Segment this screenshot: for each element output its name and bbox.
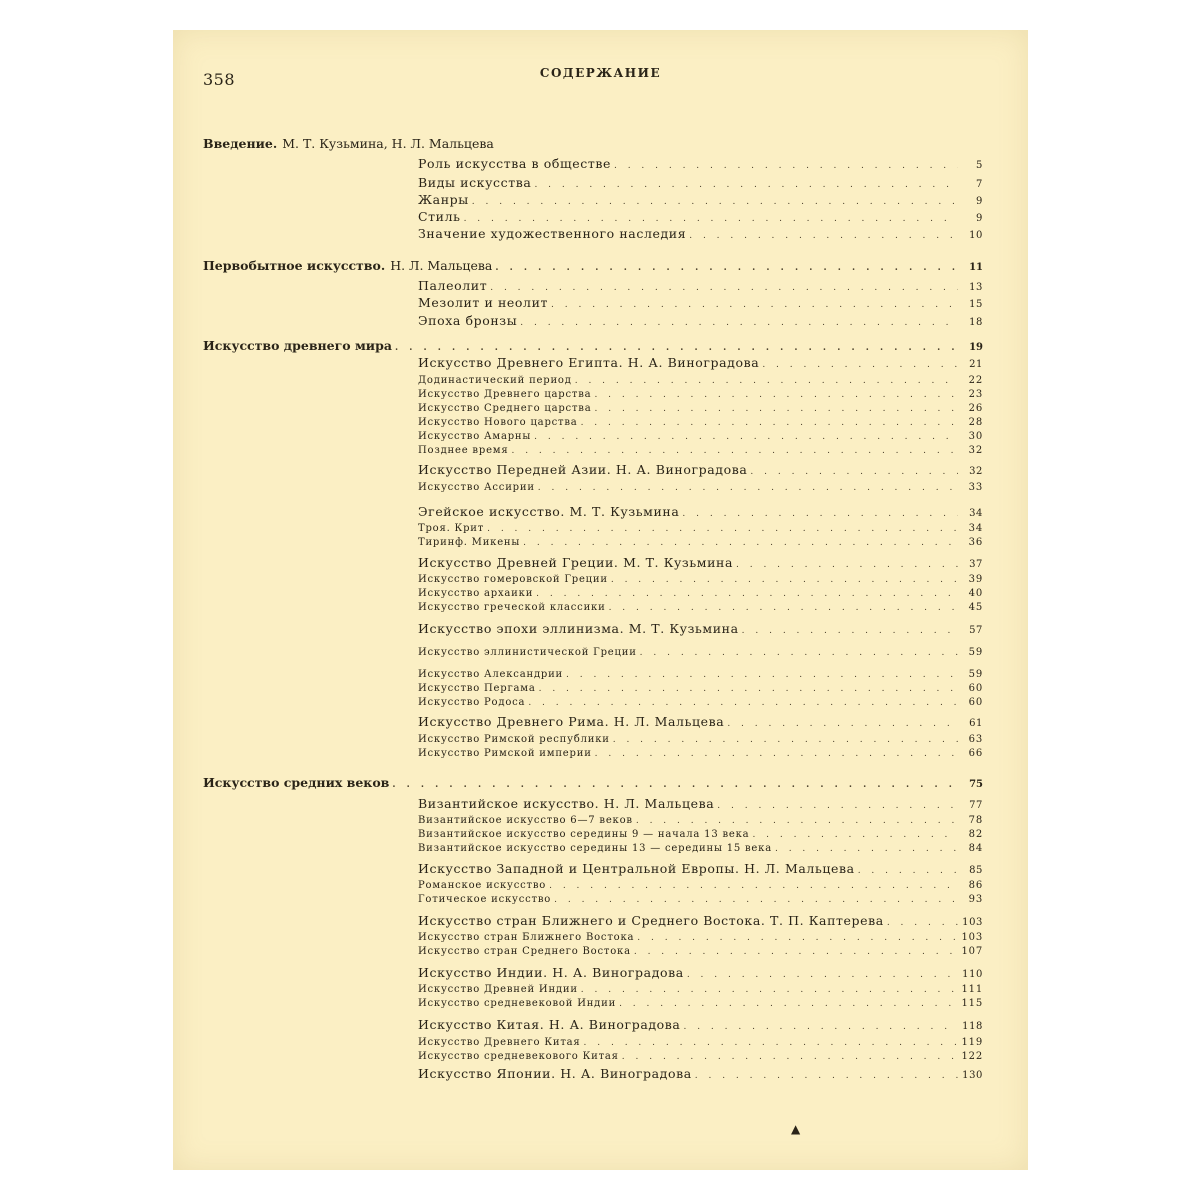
dot-leader xyxy=(614,162,958,171)
entry-title: Искусство Римской империи xyxy=(418,748,592,759)
entry-page-number: 15 xyxy=(969,299,983,310)
toc-entry xyxy=(418,844,983,854)
toc-entry xyxy=(418,1052,983,1062)
entry-page-number: 60 xyxy=(968,697,983,708)
entry-title: Искусство средневекового Китая xyxy=(418,1051,619,1062)
entry-page-number: 59 xyxy=(968,669,983,680)
entry-page-number: 93 xyxy=(968,894,983,905)
dot-leader xyxy=(472,198,958,207)
toc-entry xyxy=(418,194,983,207)
entry-title: Искусство Древнего Египта. Н. А. Виноградова xyxy=(418,355,760,370)
entry-page-number: 7 xyxy=(976,179,983,190)
entry-title: Византийское искусство середины 9 — начала 13 века xyxy=(418,829,750,840)
entry-page-number: 110 xyxy=(962,969,983,980)
entry-title: Византийское искусство. Н. Л. Мальцева xyxy=(418,796,715,811)
entry-title: Искусство Китая. Н. А. Виноградова xyxy=(418,1017,681,1032)
entry-page-number: 23 xyxy=(968,389,983,400)
entry-title: Тиринф. Микены xyxy=(418,537,521,548)
dot-leader xyxy=(534,433,958,442)
entry-title: Искусство эллинистической Греции xyxy=(418,647,637,658)
dot-leader xyxy=(717,802,958,811)
entry-title: Искусство Древнего царства xyxy=(418,389,592,400)
toc-entry xyxy=(418,404,983,414)
entry-title: Додинастический период xyxy=(418,375,572,386)
entry-title: Искусство стран Среднего Востока xyxy=(418,946,631,957)
dot-leader xyxy=(750,468,958,477)
entry-title: Искусство Нового царства xyxy=(418,417,578,428)
section-heading xyxy=(203,777,983,790)
toc-entry xyxy=(418,432,983,442)
section-heading xyxy=(203,260,983,273)
entry-page-number: 66 xyxy=(968,748,983,759)
entry-title: Византийское искусство 6—7 веков xyxy=(418,815,633,826)
entry-page-number: 39 xyxy=(968,574,983,585)
toc-chapter xyxy=(418,1019,983,1032)
book-page xyxy=(173,30,1028,1170)
entry-page-number: 107 xyxy=(961,946,983,957)
entry-title: Значение художественного наследия xyxy=(418,226,687,241)
dot-leader xyxy=(742,627,958,636)
dot-leader xyxy=(613,736,958,745)
dot-leader xyxy=(762,361,958,370)
toc-entry xyxy=(418,483,983,493)
toc-entry xyxy=(418,315,983,328)
toc-chapter xyxy=(418,623,983,636)
entry-title: Искусство эпохи эллинизма. М. Т. Кузьмина xyxy=(418,621,739,636)
toc-entry xyxy=(418,376,983,386)
entry-page-number: 61 xyxy=(969,718,983,729)
dot-leader xyxy=(727,720,958,729)
entry-page-number: 103 xyxy=(961,932,983,943)
toc-entry xyxy=(418,830,983,840)
toc-entry xyxy=(418,390,983,400)
toc-entry xyxy=(418,749,983,759)
dot-leader xyxy=(682,510,958,519)
entry-title: Искусство Ассирии xyxy=(418,482,535,493)
toc-entry xyxy=(418,228,983,241)
entry-page-number: 26 xyxy=(968,403,983,414)
entry-page-number: 5 xyxy=(976,160,983,171)
toc-chapter xyxy=(418,798,983,811)
entry-page-number: 32 xyxy=(969,466,983,477)
entry-title: Искусство Древнего Китая xyxy=(418,1037,581,1048)
dot-leader xyxy=(609,604,958,613)
entry-page-number: 77 xyxy=(969,800,983,811)
entry-title: Искусство Среднего царства xyxy=(418,403,592,414)
toc-chapter xyxy=(418,863,983,876)
dot-leader xyxy=(581,419,958,428)
section-heading xyxy=(203,138,983,151)
toc-entry xyxy=(418,297,983,310)
entry-page-number: 85 xyxy=(969,865,983,876)
entry-page-number: 82 xyxy=(968,829,983,840)
entry-page-number: 22 xyxy=(968,375,983,386)
entry-title: Искусство средних веков xyxy=(203,775,390,790)
entry-page-number: 11 xyxy=(969,262,983,273)
dot-leader xyxy=(640,649,958,658)
entry-page-number: 36 xyxy=(968,537,983,548)
dot-leader xyxy=(566,671,958,680)
dot-leader xyxy=(464,215,958,224)
dot-leader xyxy=(775,845,958,854)
entry-page-number: 13 xyxy=(969,282,983,293)
dot-leader xyxy=(495,264,958,273)
entry-page-number: 34 xyxy=(968,523,983,534)
entry-title: Искусство Передней Азии. Н. А. Виноградова xyxy=(418,462,748,477)
dot-leader xyxy=(619,1000,958,1009)
entry-page-number: 60 xyxy=(968,683,983,694)
entry-title: Искусство архаики xyxy=(418,588,534,599)
toc-entry xyxy=(418,933,983,943)
entry-title: Искусство Японии. Н. А. Виноградова xyxy=(418,1066,692,1081)
entry-title: Палеолит xyxy=(418,278,488,293)
toc-entry xyxy=(418,648,983,658)
dot-leader xyxy=(575,377,958,386)
entry-title: Готическое искусство xyxy=(418,894,552,905)
toc-entry xyxy=(418,947,983,957)
entry-title: Стиль xyxy=(418,209,461,224)
dot-leader xyxy=(687,971,958,980)
entry-title: Романское искусство xyxy=(418,880,547,891)
toc-entry xyxy=(418,1038,983,1048)
dot-leader xyxy=(392,781,958,790)
dot-leader xyxy=(539,685,958,694)
running-head: СОДЕРЖАНИЕ xyxy=(539,66,662,80)
toc-chapter xyxy=(418,1068,983,1081)
entry-page-number: 34 xyxy=(969,508,983,519)
entry-page-number: 19 xyxy=(969,342,983,353)
toc-entry xyxy=(418,589,983,599)
entry-page-number: 45 xyxy=(968,602,983,613)
entry-page-number: 103 xyxy=(962,917,983,928)
entry-title: Искусство гомеровской Греции xyxy=(418,574,608,585)
dot-leader xyxy=(637,934,958,943)
dot-leader xyxy=(595,750,958,759)
entry-page-number: 9 xyxy=(976,196,983,207)
entry-title: Первобытное искусство. xyxy=(203,258,386,273)
entry-title: Искусство Древней Индии xyxy=(418,984,578,995)
entry-title: Искусство Римской республики xyxy=(418,734,610,745)
entry-page-number: 122 xyxy=(961,1051,983,1062)
entry-title: Эпоха бронзы xyxy=(418,313,518,328)
entry-page-number: 40 xyxy=(968,588,983,599)
dot-leader xyxy=(511,447,958,456)
entry-title: Искусство Амарны xyxy=(418,431,532,442)
entry-title: Эгейское искусство. М. Т. Кузьмина xyxy=(418,504,680,519)
entry-page-number: 59 xyxy=(968,647,983,658)
toc-entry xyxy=(418,538,983,548)
entry-title: Мезолит и неолит xyxy=(418,295,549,310)
page-number: 358 xyxy=(203,70,236,89)
toc-entry xyxy=(418,575,983,585)
entry-title: Жанры xyxy=(418,192,469,207)
section-heading xyxy=(203,340,983,353)
toc-chapter xyxy=(418,357,983,370)
entry-title: Роль искусства в обществе xyxy=(418,156,611,171)
toc-entry xyxy=(418,211,983,224)
dot-leader xyxy=(520,319,958,328)
dot-leader xyxy=(887,919,958,928)
toc-chapter xyxy=(418,506,983,519)
toc-chapter xyxy=(418,915,983,928)
toc-entry xyxy=(418,670,983,680)
toc-entry xyxy=(418,177,983,190)
entry-title: Искусство древнего мира xyxy=(203,338,392,353)
dot-leader xyxy=(594,391,958,400)
entry-title: Искусство Древнего Рима. Н. Л. Мальцева xyxy=(418,714,725,729)
printer-mark-icon: ▲ xyxy=(791,1122,801,1136)
entry-page-number: 18 xyxy=(969,317,983,328)
dot-leader xyxy=(551,301,958,310)
entry-page-number: 84 xyxy=(968,843,983,854)
dot-leader xyxy=(523,539,958,548)
dot-leader xyxy=(736,561,958,570)
dot-leader xyxy=(536,590,958,599)
entry-page-number: 21 xyxy=(969,359,983,370)
toc-chapter xyxy=(418,464,983,477)
entry-page-number: 118 xyxy=(962,1021,983,1032)
toc-chapter xyxy=(418,557,983,570)
toc-entry xyxy=(418,881,983,891)
toc-entry xyxy=(418,524,983,534)
entry-page-number: 9 xyxy=(976,213,983,224)
dot-leader xyxy=(554,896,958,905)
entry-title: Искусство греческой классики xyxy=(418,602,606,613)
dot-leader xyxy=(695,1072,958,1081)
entry-title: Искусство Древней Греции. М. Т. Кузьмина xyxy=(418,555,733,570)
entry-title: Искусство Индии. Н. А. Виноградова xyxy=(418,965,684,980)
entry-title: Искусство стран Ближнего и Среднего Востока. Т. П. Каптерева xyxy=(418,913,884,928)
toc-chapter xyxy=(418,716,983,729)
toc-entry xyxy=(418,603,983,613)
entry-page-number: 78 xyxy=(968,815,983,826)
entry-title: Виды искусства xyxy=(418,175,532,190)
entry-page-number: 111 xyxy=(961,984,983,995)
dot-leader xyxy=(487,525,958,534)
entry-author: М. Т. Кузьмина, Н. Л. Мальцева xyxy=(282,136,494,151)
toc-entry xyxy=(418,446,983,456)
toc-entry xyxy=(418,985,983,995)
dot-leader xyxy=(528,699,958,708)
entry-title: Искусство Западной и Центральной Европы. Н. Л. Мальцева xyxy=(418,861,855,876)
entry-page-number: 75 xyxy=(969,779,983,790)
entry-title: Искусство Пергама xyxy=(418,683,536,694)
dot-leader xyxy=(581,986,958,995)
toc-entry xyxy=(418,698,983,708)
entry-page-number: 115 xyxy=(961,998,983,1009)
dot-leader xyxy=(858,867,958,876)
dot-leader xyxy=(636,817,958,826)
toc-entry xyxy=(418,816,983,826)
toc-entry xyxy=(418,280,983,293)
entry-page-number: 10 xyxy=(969,230,983,241)
entry-page-number: 119 xyxy=(961,1037,983,1048)
dot-leader xyxy=(490,284,958,293)
dot-leader xyxy=(752,831,958,840)
entry-page-number: 33 xyxy=(968,482,983,493)
entry-page-number: 57 xyxy=(969,625,983,636)
toc-chapter xyxy=(418,967,983,980)
toc-entry xyxy=(418,999,983,1009)
dot-leader xyxy=(689,232,958,241)
entry-page-number: 130 xyxy=(962,1070,983,1081)
entry-title: Позднее время xyxy=(418,445,509,456)
entry-title: Византийское искусство середины 13 — середины 15 века xyxy=(418,843,772,854)
dot-leader xyxy=(622,1053,958,1062)
entry-page-number: 32 xyxy=(968,445,983,456)
dot-leader xyxy=(683,1023,958,1032)
entry-title: Троя. Крит xyxy=(418,523,485,534)
dot-leader xyxy=(584,1039,958,1048)
entry-title: Искусство Родоса xyxy=(418,697,526,708)
entry-title: Искусство Александрии xyxy=(418,669,564,680)
entry-title: Искусство стран Ближнего Востока xyxy=(418,932,635,943)
entry-page-number: 86 xyxy=(968,880,983,891)
dot-leader xyxy=(549,882,958,891)
entry-title: Введение. xyxy=(203,136,278,151)
dot-leader xyxy=(534,181,958,190)
entry-page-number: 28 xyxy=(968,417,983,428)
entry-title: Искусство средневековой Индии xyxy=(418,998,617,1009)
entry-page-number: 63 xyxy=(968,734,983,745)
dot-leader xyxy=(538,484,958,493)
dot-leader xyxy=(611,576,958,585)
dot-leader xyxy=(634,948,958,957)
entry-page-number: 30 xyxy=(968,431,983,442)
dot-leader xyxy=(395,344,958,353)
toc-entry xyxy=(418,895,983,905)
toc-entry xyxy=(418,158,983,171)
toc-entry xyxy=(418,684,983,694)
entry-page-number: 37 xyxy=(969,559,983,570)
entry-author: Н. Л. Мальцева xyxy=(390,258,493,273)
toc-entry xyxy=(418,418,983,428)
dot-leader xyxy=(595,405,959,414)
toc-entry xyxy=(418,735,983,745)
